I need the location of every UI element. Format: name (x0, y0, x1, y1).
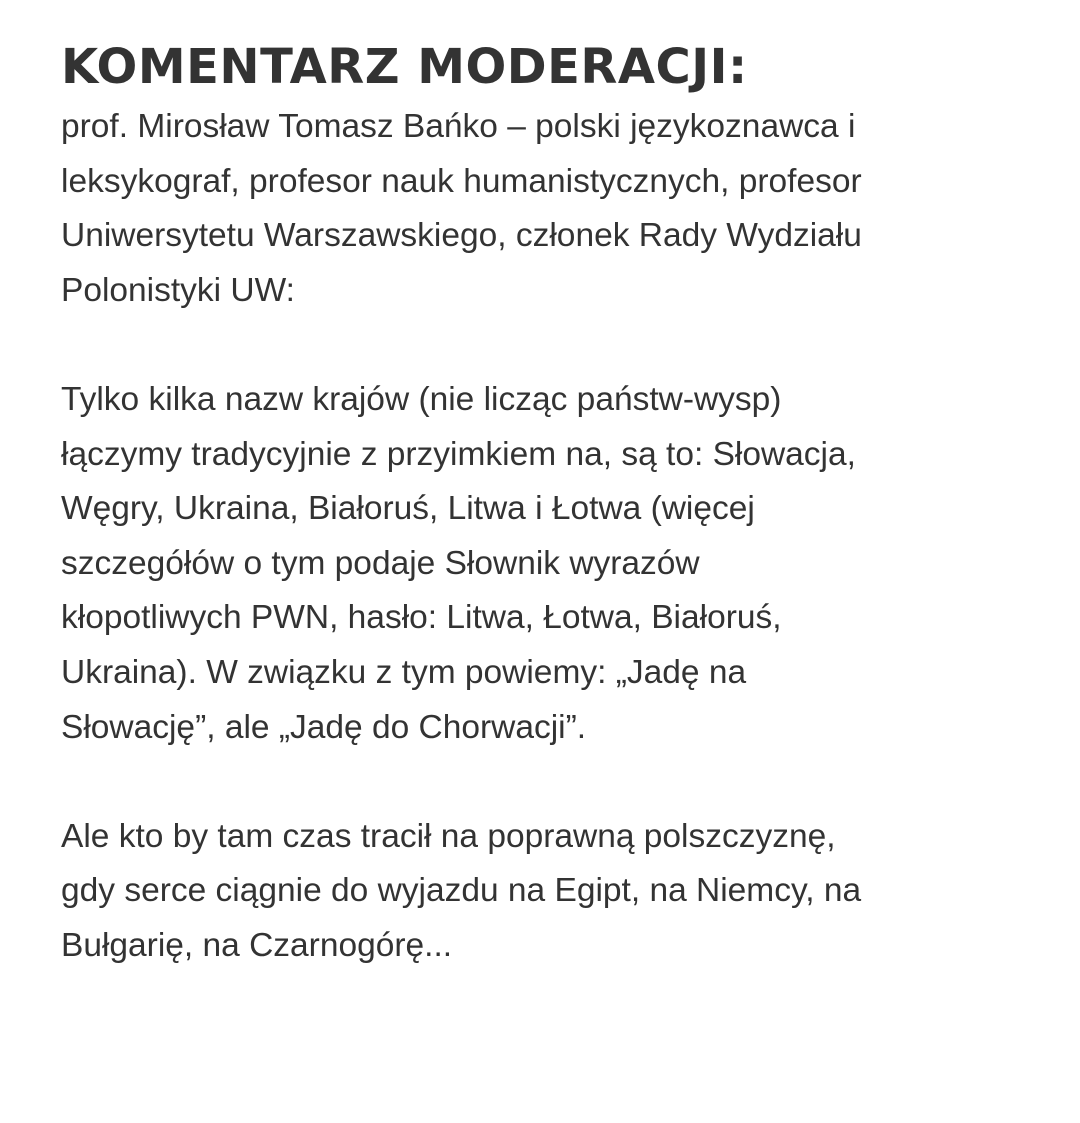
paragraph-spacer (61, 318, 1051, 373)
closing-line: Bułgarię, na Czarnogórę... (61, 926, 453, 964)
author-bio-paragraph (61, 100, 1051, 318)
closing-line: Ale kto by tam czas tracił na poprawną polszczyznę, (61, 817, 836, 855)
moderation-heading: KOMENTARZ MODERACJI: (61, 39, 748, 95)
author-bio-line: Uniwersytetu Warszawskiego, członek Rady Wydziału (61, 217, 862, 255)
explanation-paragraph (61, 373, 1051, 755)
explanation-line: Słowację”, ale „Jadę do Chorwacji”. (61, 708, 587, 746)
explanation-line: Tylko kilka nazw krajów (nie licząc państw-wysp) (61, 380, 782, 418)
author-bio-line: Polonistyki UW: (61, 271, 295, 309)
explanation-line: kłopotliwych PWN, hasło: Litwa, Łotwa, Białoruś, (61, 599, 782, 637)
explanation-line: Ukraina). W związku z tym powiemy: „Jadę na (61, 653, 747, 691)
paragraph-spacer (61, 755, 1051, 810)
explanation-line: Węgry, Ukraina, Białoruś, Litwa i Łotwa (więcej (61, 490, 755, 528)
moderation-comment (61, 34, 1051, 974)
author-bio-line: prof. Mirosław Tomasz Bańko – polski językoznawca i (61, 108, 856, 145)
explanation-line: szczegółów o tym podaje Słownik wyrazów (61, 544, 700, 582)
explanation-line: łączymy tradycyjnie z przyimkiem na, są to: Słowacja, (61, 435, 856, 473)
closing-line: gdy serce ciągnie do wyjazdu na Egipt, na Niemcy, na (61, 872, 862, 910)
author-bio-line: leksykograf, profesor nauk humanistycznych, profesor (61, 162, 862, 200)
closing-paragraph (61, 810, 1051, 974)
